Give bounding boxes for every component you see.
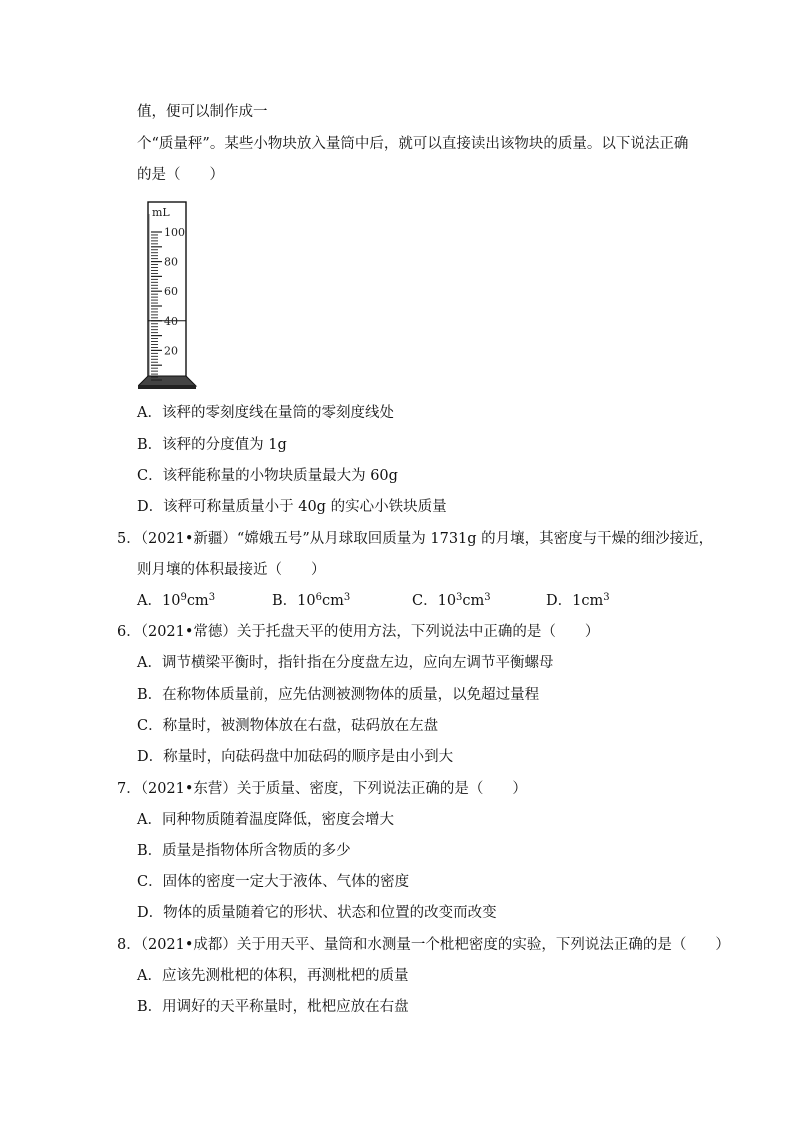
q7-option-a: A．同种物质随着温度降低，密度会增大 [137,812,394,828]
q6-stem: 6．（2021•常德）关于托盘天平的使用方法，下列说法中正确的是（ ） [117,624,600,640]
q8-option-a: A．应该先测枇杷的体积，再测枇杷的质量 [137,968,409,984]
q4-stem-line-2: 个“质量秤”。某些小物块放入量筒中后，就可以直接读出该物块的质量。以下说法正确 [137,136,689,152]
q7-option-c: C．固体的密度一定大于液体、气体的密度 [137,874,410,890]
q5-option-b: B．$10^6cm^3$ [272,592,351,609]
q6-option-a: A．调节横梁平衡时，指针指在分度盘左边，应向左调节平衡螺母 [137,655,554,671]
q5-option-c: C．$10^3cm^3$ [412,592,491,609]
q7-option-d: D．物体的质量随着它的形状、状态和位置的改变而改变 [137,905,497,921]
q6-option-d: D．称量时，向砝码盘中加砝码的顺序是由小到大 [137,749,454,765]
q4-option-a: A．该秤的零刻度线在量筒的零刻度线处 [137,405,394,421]
q5-option-a: A．$10^9cm^3$ [137,592,216,609]
q8-stem: 8．（2021•成都）关于用天平、量筒和水测量一个枇杷密度的实验，下列说法正确的是（ ） [117,937,730,953]
q8-option-b: B．用调好的天平称量时，枇杷应放在右盘 [137,999,409,1015]
graduated-cylinder-figure [138,198,208,392]
q4-stem-line-3: 的是（ ） [137,167,224,183]
q6-option-b: B．在称物体质量前，应先估测被测物体的质量，以免超过量程 [137,687,540,703]
q5-options-row [0,591,794,611]
q5-option-d: D．$1cm^3$ [546,592,610,609]
q7-stem: 7．（2021•东营）关于质量、密度，下列说法正确的是（ ） [117,781,527,797]
cylinder-tick-label: 100 [164,226,185,239]
cylinder-tick-label: 40 [164,314,178,328]
q6-option-c: C．称量时，被测物体放在右盘，砝码放在左盘 [137,718,439,734]
q4-option-c: C．该秤能称量的小物块质量最大为 60g [137,468,398,484]
cylinder-tick-label: 60 [164,285,178,299]
q7-option-b: B．质量是指物体所含物质的多少 [137,843,351,859]
cylinder-tick-label: 80 [164,255,178,269]
q4-option-d: D．该秤可称量质量小于 40g 的实心小铁块质量 [137,499,447,515]
q5-stem-line-2: 则月壤的体积最接近（ ） [137,562,326,578]
q5-stem-line-1: 5．（2021•新疆）“嫦娥五号”从月球取回质量为 1731g 的月壤，其密度与干燥的细沙接近， [117,531,714,547]
cylinder-unit-label: mL [152,206,170,219]
cylinder-tick-label: 20 [164,344,178,358]
q4-stem-line-1: 值，便可以制作成一 [137,104,268,120]
q4-option-b: B．该秤的分度值为 1g [137,437,287,453]
